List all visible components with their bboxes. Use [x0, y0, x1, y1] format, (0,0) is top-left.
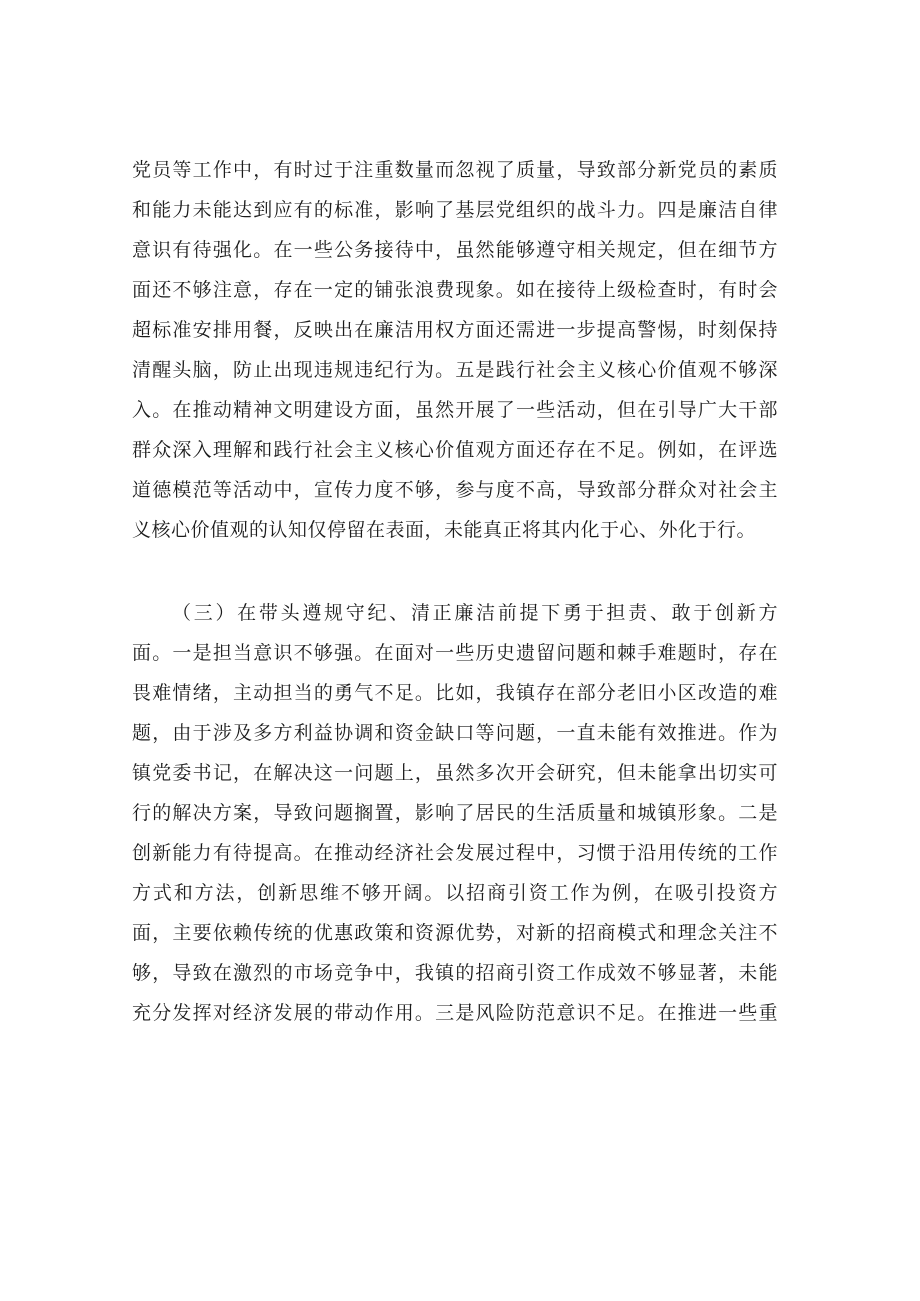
text-line: 面，主要依赖传统的优惠政策和资源优势，对新的招商模式和理念关注不: [132, 922, 778, 944]
text-line: 入。在推动精神文明建设方面，虽然开展了一些活动，但在引导广大干部: [132, 399, 778, 421]
text-line: 方式和方法，创新思维不够开阔。以招商引资工作为例，在吸引投资方: [132, 882, 778, 904]
text-line: 道德模范等活动中，宣传力度不够，参与度不高，导致部分群众对社会主: [132, 479, 778, 501]
text-line: 够，导致在激烈的市场竞争中，我镇的招商引资工作成效不够显著，未能: [132, 962, 778, 984]
text-line: 群众深入理解和践行社会主义核心价值观方面还存在不足。例如，在评选: [132, 439, 778, 461]
section-heading-line: （三）在带头遵规守纪、清正廉洁前提下勇于担责、敢于创新方: [172, 602, 778, 624]
paragraph-continuation: [132, 150, 778, 550]
text-line: 面还不够注意，存在一定的铺张浪费现象。如在接待上级检查时，有时会: [132, 279, 778, 301]
text-line: 义核心价值观的认知仅停留在表面，未能真正将其内化于心、外化于行。: [132, 519, 757, 541]
text-line: 党员等工作中，有时过于注重数量而忽视了质量，导致部分新党员的素质: [132, 159, 778, 181]
text-line: 题，由于涉及多方利益协调和资金缺口等问题，一直未能有效推进。作为: [132, 722, 778, 744]
text-line: 行的解决方案，导致问题搁置，影响了居民的生活质量和城镇形象。二是: [132, 802, 778, 824]
text-line: 镇党委书记，在解决这一问题上，虽然多次开会研究，但未能拿出切实可: [132, 762, 778, 784]
text-line: 意识有待强化。在一些公务接待中，虽然能够遵守相关规定，但在细节方: [132, 239, 778, 261]
text-line: 面。一是担当意识不够强。在面对一些历史遗留问题和棘手难题时，存在: [132, 642, 778, 664]
text-line: 清醒头脑，防止出现违规违纪行为。五是践行社会主义核心价值观不够深: [132, 359, 778, 381]
text-line: 超标准安排用餐，反映出在廉洁用权方面还需进一步提高警惕，时刻保持: [132, 319, 778, 341]
text-line: 畏难情绪，主动担当的勇气不足。比如，我镇存在部分老旧小区改造的难: [132, 682, 778, 704]
text-line: 充分发挥对经济发展的带动作用。三是风险防范意识不足。在推进一些重: [132, 1002, 778, 1024]
text-line: 创新能力有待提高。在推动经济社会发展过程中，习惯于沿用传统的工作: [132, 842, 778, 864]
paragraph-section-three: [132, 593, 778, 1033]
text-line: 和能力未能达到应有的标准，影响了基层党组织的战斗力。四是廉洁自律: [132, 199, 778, 221]
